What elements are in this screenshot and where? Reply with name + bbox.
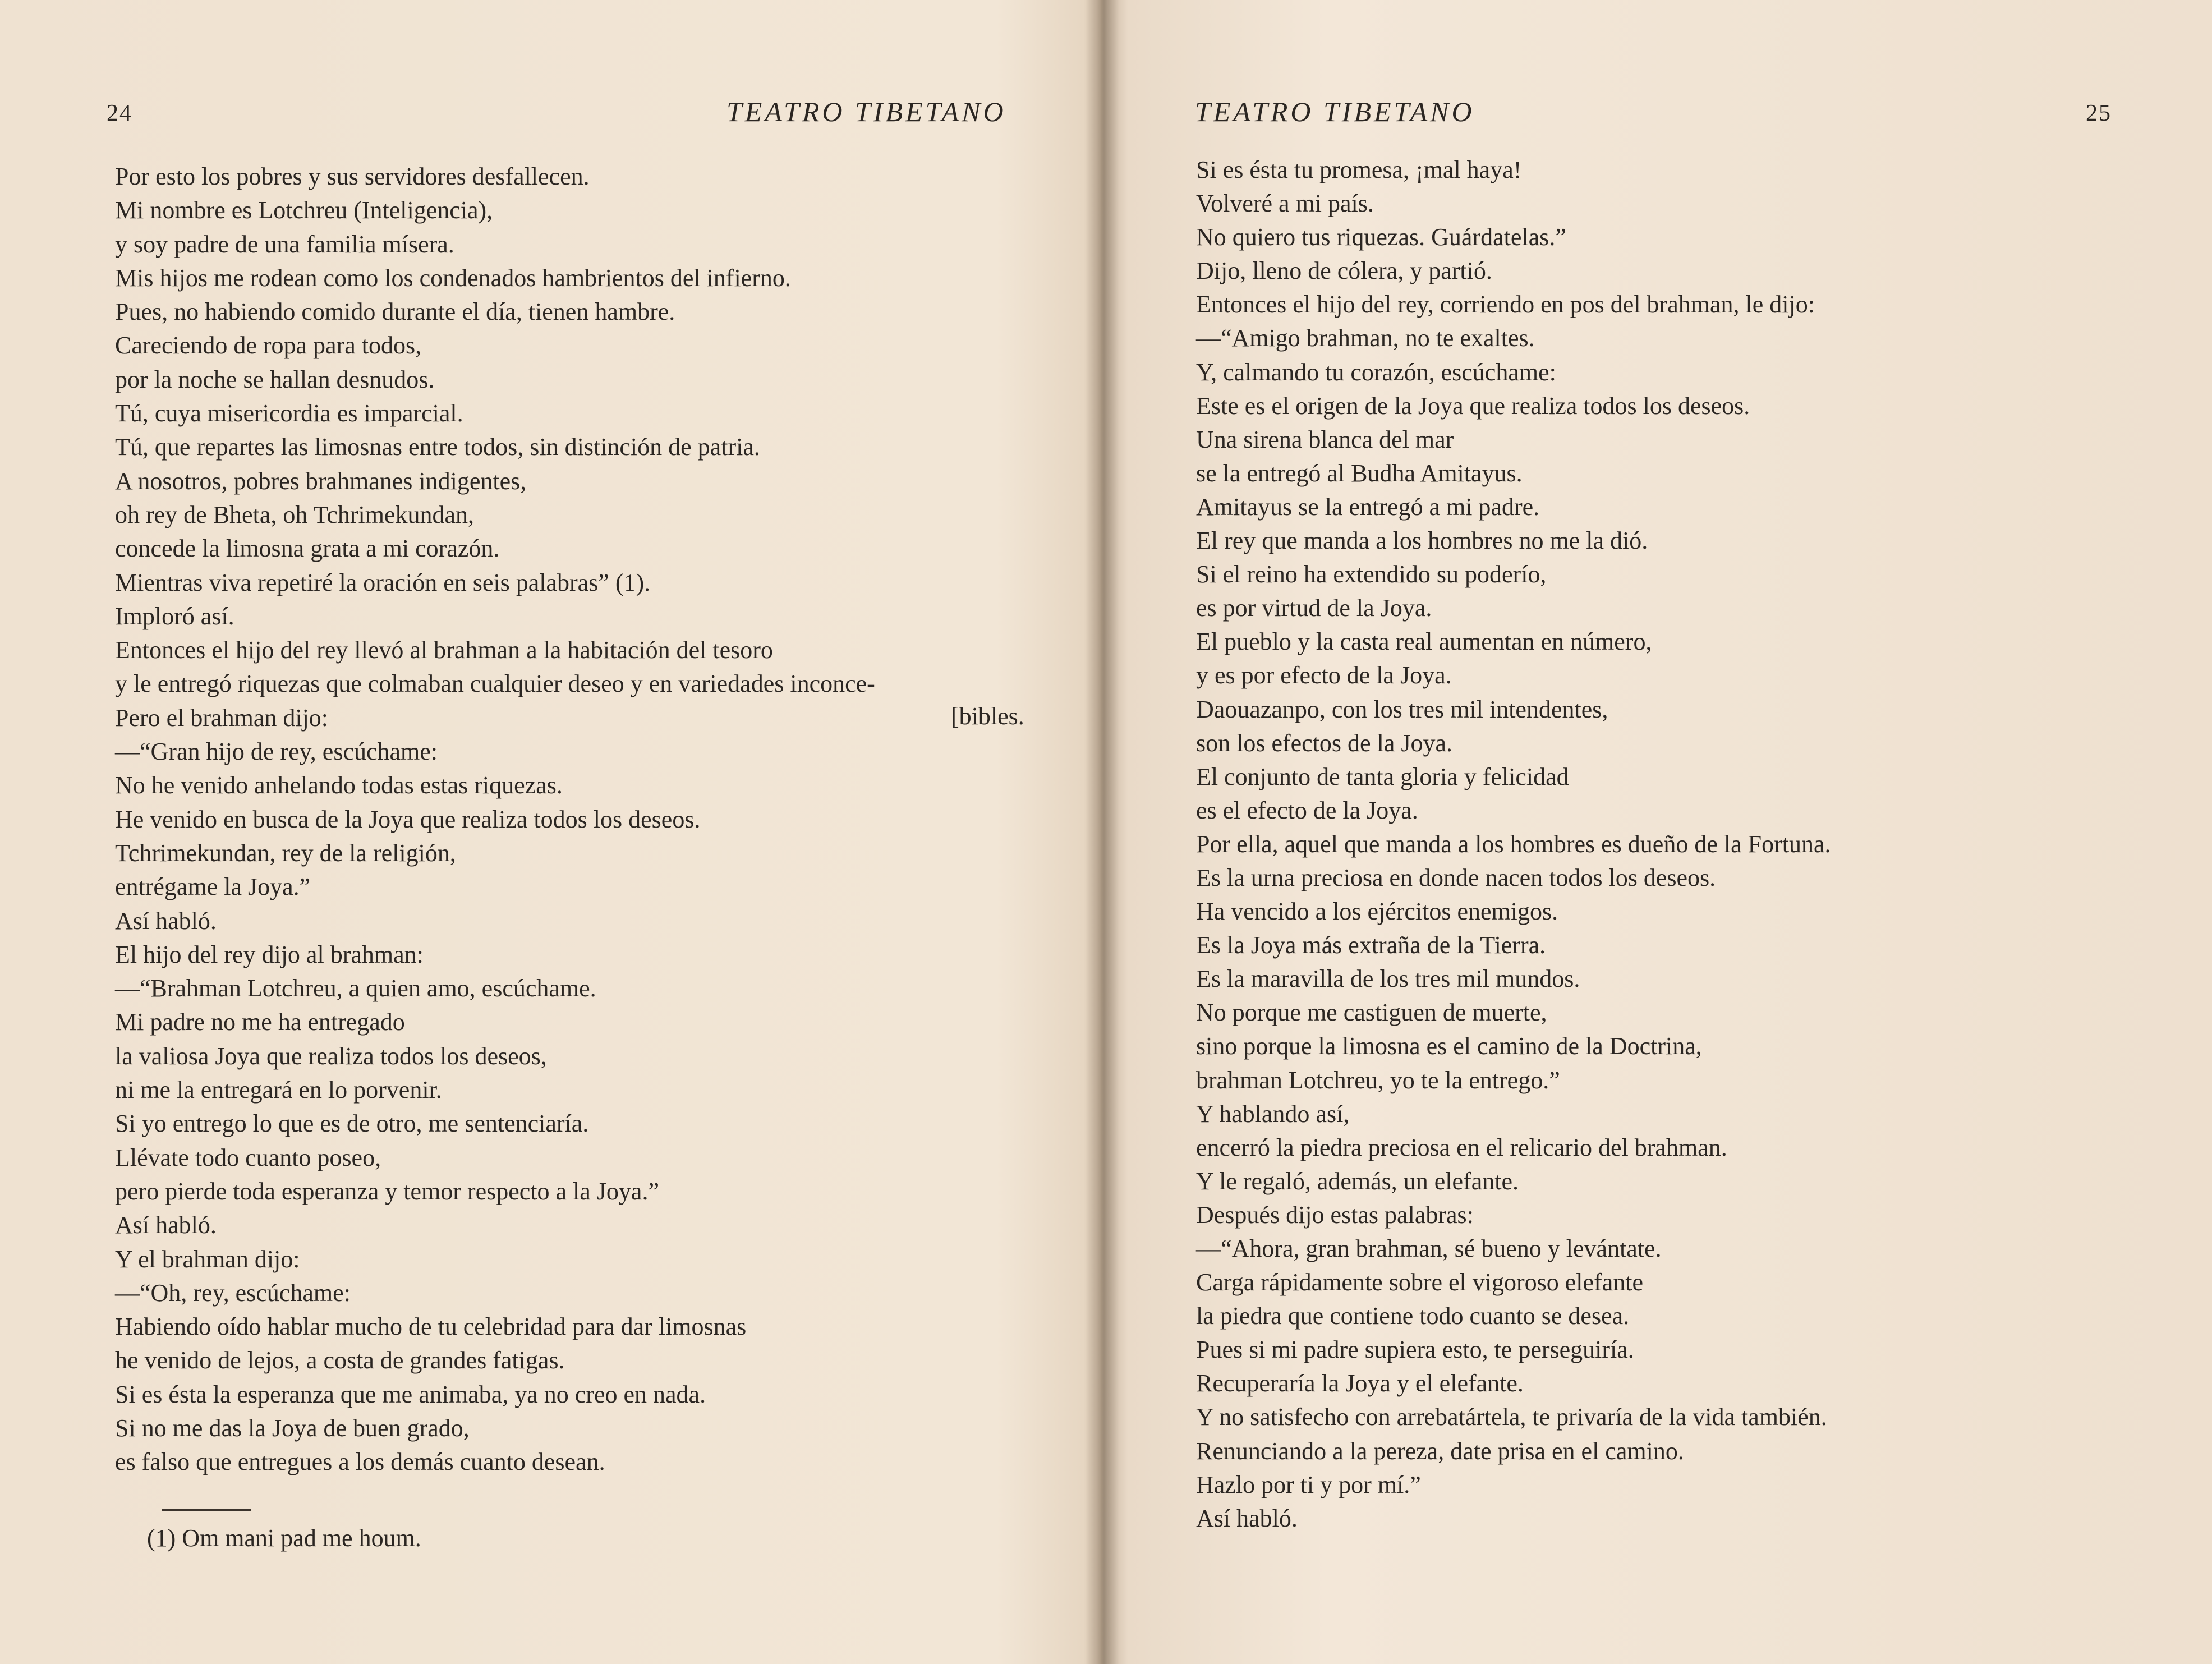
text-line: Por ella, aquel que manda a los hombres es dueño de la Fortuna.: [1196, 830, 1831, 858]
text-block: [115, 160, 1057, 1479]
text-line: Volveré a mi país.: [1196, 190, 1374, 218]
text-line: No he venido anhelando todas estas riquezas.: [115, 771, 563, 799]
text-line: la piedra que contiene todo cuanto se desea.: [1196, 1302, 1630, 1330]
text-line: Hazlo por ti y por mí.”: [1196, 1470, 1421, 1498]
text-line: Así habló.: [1196, 1504, 1298, 1532]
text-line: Por esto los pobres y sus servidores desfallecen.: [115, 163, 590, 190]
text-line: Daouazanpo, con los tres mil intendentes,: [1196, 695, 1608, 723]
text-line: he venido de lejos, a costa de grandes fatigas.: [115, 1346, 565, 1375]
text-line: No quiero tus riquezas. Guárdatelas.”: [1196, 223, 1566, 251]
text-line: Ha vencido a los ejércitos enemigos.: [1196, 898, 1558, 926]
text-line: Es la urna preciosa en donde nacen todos los deseos.: [1196, 863, 1716, 891]
text-line: El conjunto de tanta gloria y felicidad: [1196, 762, 1569, 790]
text-line: —“Amigo brahman, no te exaltes.: [1196, 324, 1535, 352]
text-line: Una sirena blanca del mar: [1196, 425, 1454, 453]
hyphenation-overflow: [bibles.: [951, 702, 1024, 730]
text-line: por la noche se hallan desnudos.: [115, 365, 435, 393]
text-line: se la entregó al Budha Amitayus.: [1196, 459, 1523, 487]
text-line: El rey que manda a los hombres no me la dió.: [1196, 527, 1648, 555]
page-number: 24: [107, 100, 132, 126]
text-line: Y el brahman dijo:: [115, 1245, 300, 1273]
running-head: TEATRO TIBETANO: [1195, 96, 1475, 127]
text-line: Llévate todo cuanto poseo,: [115, 1143, 381, 1171]
text-line: pero pierde toda esperanza y temor respecto a la Joya.”: [115, 1177, 659, 1205]
text-line: Dijo, lleno de cólera, y partió.: [1196, 257, 1492, 285]
text-line: Y no satisfecho con arrebatártela, te privaría de la vida también.: [1196, 1403, 1827, 1431]
text-line: la valiosa Joya que realiza todos los deseos,: [115, 1042, 547, 1070]
text-line: Si no me das la Joya de buen grado,: [115, 1414, 470, 1442]
text-line: Pues si mi padre supiera esto, te perseguiría.: [1196, 1336, 1634, 1364]
text-line: He venido en busca de la Joya que realiza todos los deseos.: [115, 805, 701, 833]
text-line: Y le regaló, además, un elefante.: [1196, 1167, 1519, 1195]
text-line: es falso que entregues a los demás cuanto desean.: [115, 1448, 605, 1476]
text-line: —“Ahora, gran brahman, sé bueno y levántate.: [1196, 1235, 1662, 1262]
text-line: Amitayus se la entregó a mi padre.: [1196, 493, 1540, 521]
text-line: Tú, que repartes las limosnas entre todos, sin distinción de patria.: [115, 433, 760, 461]
text-block: [1196, 153, 2150, 1536]
page-number: 25: [2086, 100, 2112, 126]
text-line: y soy padre de una familia mísera.: [115, 230, 454, 258]
text-line: El hijo del rey dijo al brahman:: [115, 940, 424, 968]
text-line: Si es ésta tu promesa, ¡mal haya!: [1196, 156, 1522, 183]
text-line: y es por efecto de la Joya.: [1196, 661, 1452, 689]
text-line: Es la Joya más extraña de la Tierra.: [1196, 931, 1546, 959]
text-line: ni me la entregará en lo porvenir.: [115, 1076, 442, 1104]
text-line: —“Oh, rey, escúchame:: [115, 1279, 351, 1307]
text-line: El pueblo y la casta real aumentan en número,: [1196, 628, 1652, 656]
text-line: Así habló.: [115, 1211, 217, 1239]
text-line: brahman Lotchreu, yo te la entrego.”: [1196, 1066, 1560, 1094]
left-page: [0, 0, 1097, 1664]
text-line: Si el reino ha extendido su poderío,: [1196, 560, 1547, 589]
text-line: Entonces el hijo del rey llevó al brahman a la habitación del tesoro: [115, 636, 773, 664]
text-line: —“Gran hijo de rey, escúchame:: [115, 738, 438, 766]
text-line: es el efecto de la Joya.: [1196, 796, 1418, 824]
text-line: —“Brahman Lotchreu, a quien amo, escúchame.: [115, 975, 596, 1003]
text-line: son los efectos de la Joya.: [1196, 729, 1452, 757]
text-line: Mi padre no me ha entregado: [115, 1008, 405, 1036]
text-line: Imploró así.: [115, 602, 234, 630]
text-line: Y hablando así,: [1196, 1100, 1350, 1128]
footnote-divider: [162, 1509, 251, 1511]
text-line: Carga rápidamente sobre el vigoroso elefante: [1196, 1268, 1643, 1297]
text-line: Renunciando a la pereza, date prisa en el camino.: [1196, 1437, 1684, 1465]
running-head: TEATRO TIBETANO: [726, 96, 1006, 127]
text-line: Entonces el hijo del rey, corriendo en pos del brahman, le dijo:: [1196, 291, 1815, 319]
text-line: concede la limosna grata a mi corazón.: [115, 535, 500, 563]
text-line: encerró la piedra preciosa en el relicario del brahman.: [1196, 1133, 1727, 1161]
text-line: Así habló.: [115, 907, 217, 935]
text-line: Después dijo estas palabras:: [1196, 1201, 1474, 1229]
text-line: Es la maravilla de los tres mil mundos.: [1196, 965, 1580, 993]
text-line: entrégame la Joya.”: [115, 873, 311, 901]
text-line: Pues, no habiendo comido durante el día, tienen hambre.: [115, 298, 675, 326]
text-line: Y, calmando tu corazón, escúchame:: [1196, 358, 1556, 386]
text-line: Tchrimekundan, rey de la religión,: [115, 839, 456, 867]
text-line: No porque me castiguen de muerte,: [1196, 999, 1547, 1027]
text-line: Careciendo de ropa para todos,: [115, 332, 422, 360]
text-line: Este es el origen de la Joya que realiza todos los deseos.: [1196, 392, 1750, 420]
text-line: y le entregó riquezas que colmaban cualquier deseo y en variedades inconce-: [115, 670, 875, 698]
footnote: (1) Om mani pad me houm.: [147, 1524, 421, 1552]
text-line: A nosotros, pobres brahmanes indigentes,: [115, 467, 527, 495]
text-line: es por virtud de la Joya.: [1196, 594, 1432, 622]
text-line: oh rey de Bheta, oh Tchrimekundan,: [115, 500, 475, 528]
text-line: sino porque la limosna es el camino de la Doctrina,: [1196, 1032, 1702, 1060]
text-line: Recuperaría la Joya y el elefante.: [1196, 1369, 1524, 1398]
text-line: Pero el brahman dijo:: [115, 704, 329, 732]
text-line: Mientras viva repetiré la oración en seis palabras” (1).: [115, 568, 651, 596]
text-line: Mi nombre es Lotchreu (Inteligencia),: [115, 196, 493, 224]
text-line: Si es ésta la esperanza que me animaba, ya no creo en nada.: [115, 1380, 706, 1408]
right-page: [1102, 0, 2212, 1664]
text-line: Si yo entrego lo que es de otro, me sentenciaría.: [115, 1110, 589, 1138]
text-line: Habiendo oído hablar mucho de tu celebridad para dar limosnas: [115, 1313, 747, 1341]
text-line: Tú, cuya misericordia es imparcial.: [115, 399, 463, 428]
text-line: Mis hijos me rodean como los condenados hambrientos del infierno.: [115, 264, 791, 292]
